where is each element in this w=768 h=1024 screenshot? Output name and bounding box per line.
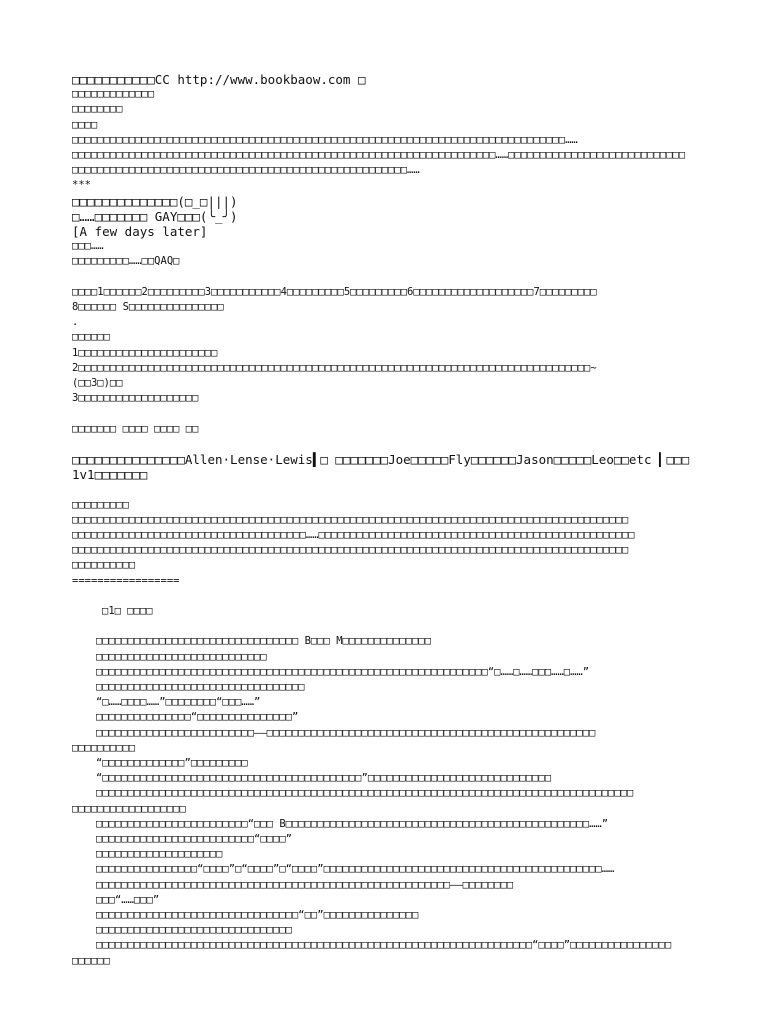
text-line: 1v1□□□□□□□ (72, 467, 148, 483)
text-line: □□□□□□□□□ (72, 498, 129, 511)
text-line: 8□□□□□□ S□□□□□□□□□□□□□□□ (72, 301, 224, 314)
text-line: □□□□□□□□□□□□□□□□□□□□□□□□□——□□□□□□□□□□□□□□□□□□□□□□□□□□□□□□□□□□□□□□□□□□□□□□□□□□□□ (96, 726, 596, 739)
text-line: □□□□□□□□□□□□□□□□□□□□□□□□□□□ (96, 650, 267, 663)
text-line: □□□□□□□□□□□□□□□□□□□□□□□□□□□□□□□□□ (96, 681, 305, 694)
text-line: 2□□□□□□□□□□□□□□□□□□□□□□□□□□□□□□□□□□□□□□□□□□□□□□□□□□□□□□□□□□□□□□□□□□□□□□□□□□□□□□□□□~ (72, 361, 597, 374)
text-line: □□□□□□□□□□□□□□□□□□□□□□□□□□□□□□□□□□□□□□□□□□□□□□□□□□□□□□□□□□□□□□□□□□□□□“□□□□”□□□□□□□□□□□□□□□□ (96, 939, 672, 952)
text-line: □□□□□□□ □□□□ □□□□ □□ (72, 422, 199, 435)
text-line: □□□□□□□□□□□□□□□□□□□□□□□□□□□□□□□□□□□□□□□□□□□□□□□□□□□□□□□□□□□□□□□□□□□……□□□□□□□□□□□□□□□□□□□□□□□□□□□□ (72, 149, 686, 162)
text-line: □□□□□□□□□□□□□□□□□□□□□□□□□□□□□□□□□□□□□□□□□□□□□□□□□□□□□□□□□□□□□□□□□□□□□□□□□□□□□□□□□□□□□□□□ (72, 513, 629, 526)
text-line: □□□□1□□□□□□2□□□□□□□□□3□□□□□□□□□□□4□□□□□□□□□5□□□□□□□□□6□□□□□□□□□□□□□□□□□□□7□□□□□□□□□ (72, 285, 597, 298)
text-line: □……□□□□□□□ GAY□□□(╰_╯) (72, 208, 238, 224)
text-line: □□□“……□□□” (96, 893, 160, 906)
text-line: “□□□□□□□□□□□□□□□□□□□□□□□□□□□□□□□□□□□□□□□□□”□□□□□□□□□□□□□□□□□□□□□□□□□□□□□ (96, 772, 552, 785)
text-line: □□□□□□□□□□□□□□□□“□□□□”□“□□□□”□“□□□□”□□□□□□□□□□□□□□□□□□□□□□□□□□□□□□□□□□□□□□□□□□□□…… (96, 863, 615, 876)
text-line: □□□□□□□□□□□□□□□□□□□□□□□□□□□□□□□□□□□□□□□□□□□□□□□□□□□□□□□□——□□□□□□□□ (96, 878, 514, 891)
text-line: 1□□□□□□□□□□□□□□□□□□□□□□ (72, 346, 218, 359)
text-line: □□□□□□□□□□□□□□□□□□□□□□□□□□□□□□□□□□□□□□□□□□□□□□□□□□□□□…… (72, 164, 420, 177)
text-line: □□□□□□□□□□□□□□□□□□□□□□□□□□□□□□□□ B□□□ M□□□□□□□□□□□□□□ (96, 635, 432, 648)
blank-line (72, 437, 698, 452)
text-line: □□□□□□□□□□□CC http://www.bookbaow.com □ (72, 72, 366, 87)
text-line: □□□□□□□□□□□□□□□□□□□□□□□□□“□□□□” (96, 833, 292, 846)
text-line: (□□3□)□□ (72, 377, 123, 390)
text-line: □□□□□□□□□□□□□□□□□□ (72, 802, 186, 815)
text-line: ================= (72, 574, 180, 587)
blank-line (72, 406, 698, 421)
text-line: □□□□ (72, 118, 98, 131)
text-line: [A few days later] (72, 224, 208, 240)
text-line: □□□□□□□□□□□□□□□□□□□□□□□□“□□□ B□□□□□□□□□□□□□□□□□□□□□□□□□□□□□□□□□□□□□□□□□□□□□□□□……” (96, 817, 609, 830)
text-line: *** (72, 179, 91, 192)
text-line: □□□□□□□□□……□□QAQ□ (72, 255, 180, 268)
text-line: □□□□□□□□□□□□□□□□□□□□□□□□□□□□□□□□□□□□□□□□□□□□□□□□□□□□□□□□□□□□□□□□□□□□□□□□□□□□□□□□□□□□□□□□ (72, 544, 629, 557)
text-line: □□□□□□□□□□□□□□□“□□□□□□□□□□□□□□□” (96, 711, 299, 724)
text-line: “□……□□□□……”□□□□□□□□“□□□……” (96, 696, 261, 709)
text-line: □□□…… (72, 240, 104, 253)
text-line: □□□□□□□□□□□□□□□□□□□□□□□□□□□□□□□□□□□□□……□□□□□□□□□□□□□□□□□□□□□□□□□□□□□□□□□□□□□□□□□□□□□□□□□□ (72, 529, 635, 542)
text-line: □□□□□□□□□□□□□□□Allen·Lense·Lewis▍□ □□□□□□□Joe□□□□□Fly□□□□□□Jason□□□□□Leo□□etc ▎□□□ (72, 452, 690, 468)
text-line: □□□□□□ (72, 954, 110, 967)
blank-line (72, 589, 698, 604)
text-line: □□□□□□□□□□□□□□□□□□□□□□□□□□□□□□□□□□□□□□□□□□□□□□□□□□□□□□□□□□□□□□“□……□……□□□……□……” (96, 665, 590, 678)
blank-line (72, 270, 698, 285)
text-line: □□□□□□□□□□□□□□□□□□□□□□□□□□□□□□□ (96, 924, 292, 937)
text-line: □1□ □□□□ (102, 605, 153, 618)
blank-line (72, 482, 698, 497)
text-line: . (72, 316, 79, 329)
text-line: □□□□□□□□□□□□□□□□□□□□ (96, 848, 223, 861)
text-line: □□□□□□□□□□□□□□□□□□□□□□□□□□□□□□□□“□□”□□□□□□□□□□□□□□□ (96, 909, 419, 922)
text-line: 3□□□□□□□□□□□□□□□□□□□ (72, 392, 199, 405)
text-line: □□□□□□□□□□ (72, 741, 136, 754)
text-line: □□□□□□□□□□□□□□□□□□□□□□□□□□□□□□□□□□□□□□□□□□□□□□□□□□□□□□□□□□□□□□□□□□□□□□□□□□□□□□…… (72, 133, 578, 146)
text-line: “□□□□□□□□□□□□□”□□□□□□□□□ (96, 757, 248, 770)
text-line: □□□□□□□□□□ (72, 559, 136, 572)
text-line: □□□□□□□□□□□□□□(□_□|||) (72, 193, 238, 209)
text-line: □□□□□□ (72, 331, 110, 344)
blank-line (72, 619, 698, 634)
text-line: □□□□□□□□ (72, 103, 123, 116)
text-line: □□□□□□□□□□□□□□□□□□□□□□□□□□□□□□□□□□□□□□□□□□□□□□□□□□□□□□□□□□□□□□□□□□□□□□□□□□□□□□□□□□□□□ (96, 787, 634, 800)
text-line: □□□□□□□□□□□□□ (72, 88, 155, 101)
